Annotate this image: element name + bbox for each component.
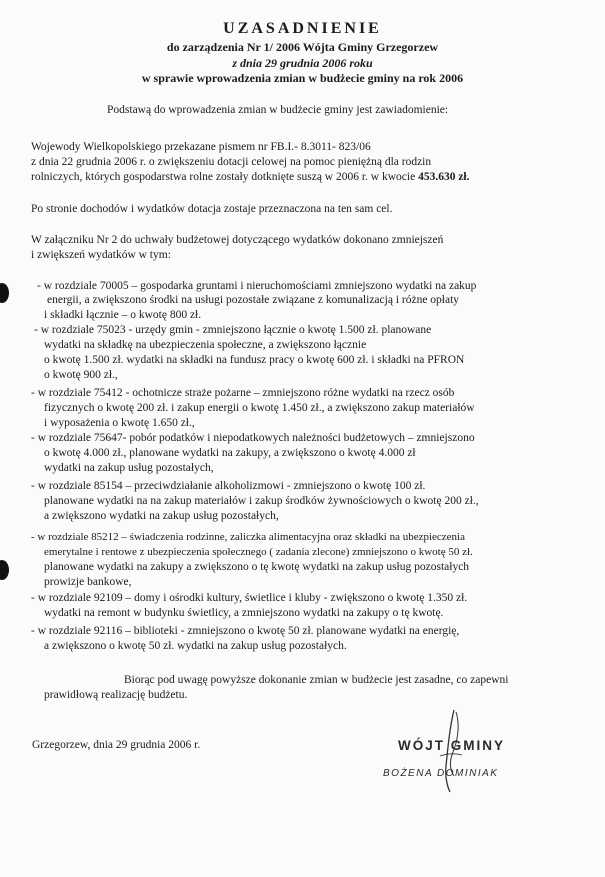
document-subtitle-date: z dnia 29 grudnia 2006 roku [232,56,373,70]
notice-text: rolniczych, których gospodarstwa rolne zostały dotknięte suszą w 2006 r. w kwocie [31,171,419,183]
item-line: - w rozdziale 70005 – gospodarka gruntami i nieruchomościami zmniejszono wydatki na zakup [37,280,477,292]
item-line: - w rozdziale 85154 – przeciwdziałanie alkoholizmowi - zmniejszono o kwotę 100 zł. [31,480,426,492]
document-subtitle-order: do zarządzenia Nr 1/ 2006 Wójta Gminy Grzegorzew [166,40,439,54]
item-line: i składki łącznie – o kwotę 800 zł. [44,309,202,321]
item-line: wydatki na zakup usług pozostałych, [44,462,214,474]
paragraph-notice-line [31,170,470,184]
document-subtitle-subject: w sprawie wprowadzenia zmian w budżecie gminy na rok 2006 [141,71,464,85]
item-line: prowizje bankowe, [44,576,132,588]
item-line: planowane wydatki na na zakup materiałów i zakup środków żywnościowych o kwotę 200 zł., [44,495,479,507]
place-and-date: Grzegorzew, dnia 29 grudnia 2006 r. [32,739,201,751]
paragraph-annex-line: i zwiększeń wydatków w tym: [31,249,171,261]
item-line: emerytalne i rentowe z ubezpieczenia społecznego ( zadania zlecone) zmniejszono o kwotę 50 zł. [44,546,473,558]
item-line: fizycznych o kwotę 200 zł. i zakup energii o kwotę 1.450 zł., a zwiększono zakup materiałów [44,402,475,414]
paragraph-notice-line: Wojewody Wielkopolskiego przekazane pismem nr FB.I.- 8.3011- 823/06 [31,141,371,153]
punch-hole [0,560,9,580]
item-line: - w rozdziale 92116 – biblioteki - zmniejszono o kwotę 50 zł. planowane wydatki na energię, [31,625,460,637]
notice-amount: 453.630 zł. [418,171,470,183]
stamp-name: BOŻENA DOMINIAK [383,768,499,779]
item-line: a zwiększono o kwotę 50 zł. wydatki na zakup usług pozostałych. [44,640,347,652]
stamp-title: WÓJT GMINY [398,738,505,753]
item-line: a zwiększono wydatki na zakup usług pozostałych, [44,510,279,522]
item-line: energii, a zwiększono środki na usługi pozostałe związane z komunalizacją i różne opłaty [47,294,460,306]
item-line: - w rozdziale 85212 – świadczenia rodzinne, zaliczka alimentacyjna oraz składki na ubezpieczenia [31,531,465,543]
item-line: - w rozdziale 92109 – domy i ośrodki kultury, świetlice i kluby - zwiększono o kwotę 1.350 zł. [31,592,468,604]
item-line: - w rozdziale 75023 - urzędy gmin - zmniejszono łącznie o kwotę 1.500 zł. planowane [34,324,432,336]
item-line: planowane wydatki na zakupy a zwiększono o tę kwotę wydatki na zakup usług pozostałych [44,561,470,573]
paragraph-annex-line: W załączniku Nr 2 do uchwały budżetowej dotyczącego wydatków dokonano zmniejszeń [31,234,444,246]
document-title: UZASADNIENIE [223,20,382,37]
conclusion-line: Biorąc pod uwagę powyższe dokonanie zmian w budżecie jest zasadne, co zapewni [124,674,509,686]
punch-hole [0,283,9,303]
item-line: - w rozdziale 75412 - ochotnicze straże pożarne – zmniejszono różne wydatki na rzecz osób [31,387,455,399]
item-line: wydatki na remont w budynku świetlicy, a zmniejszono wydatki na zakupy o tę kwotę. [44,607,444,619]
item-line: wydatki na składkę na ubezpieczenia społeczne, a zwiększono łącznie [44,339,367,351]
item-line: i wyposażenia o kwotę 1.650 zł., [44,417,195,429]
intro-paragraph: Podstawą do wprowadzenia zmian w budżecie gminy jest zawiadomienie: [107,104,449,116]
item-line: - w rozdziale 75647- pobór podatków i niepodatkowych należności budżetowych – zmniejszono [31,432,475,444]
item-line: o kwotę 4.000 zł., planowane wydatki na zakupy, a zwiększono o kwotę 4.000 zł [44,447,416,459]
paragraph-notice-line: z dnia 22 grudnia 2006 r. o zwiększeniu dotacji celowej na pomoc pieniężną dla rodzin [31,156,432,168]
item-line: o kwotę 1.500 zł. wydatki na składki na fundusz pracy o kwotę 600 zł. i składki na PFRON [44,354,465,366]
item-line: o kwotę 900 zł., [44,369,118,381]
paragraph-purpose: Po stronie dochodów i wydatków dotacja zostaje przeznaczona na ten sam cel. [31,203,393,215]
conclusion-line: prawidłową realizację budżetu. [44,689,188,701]
